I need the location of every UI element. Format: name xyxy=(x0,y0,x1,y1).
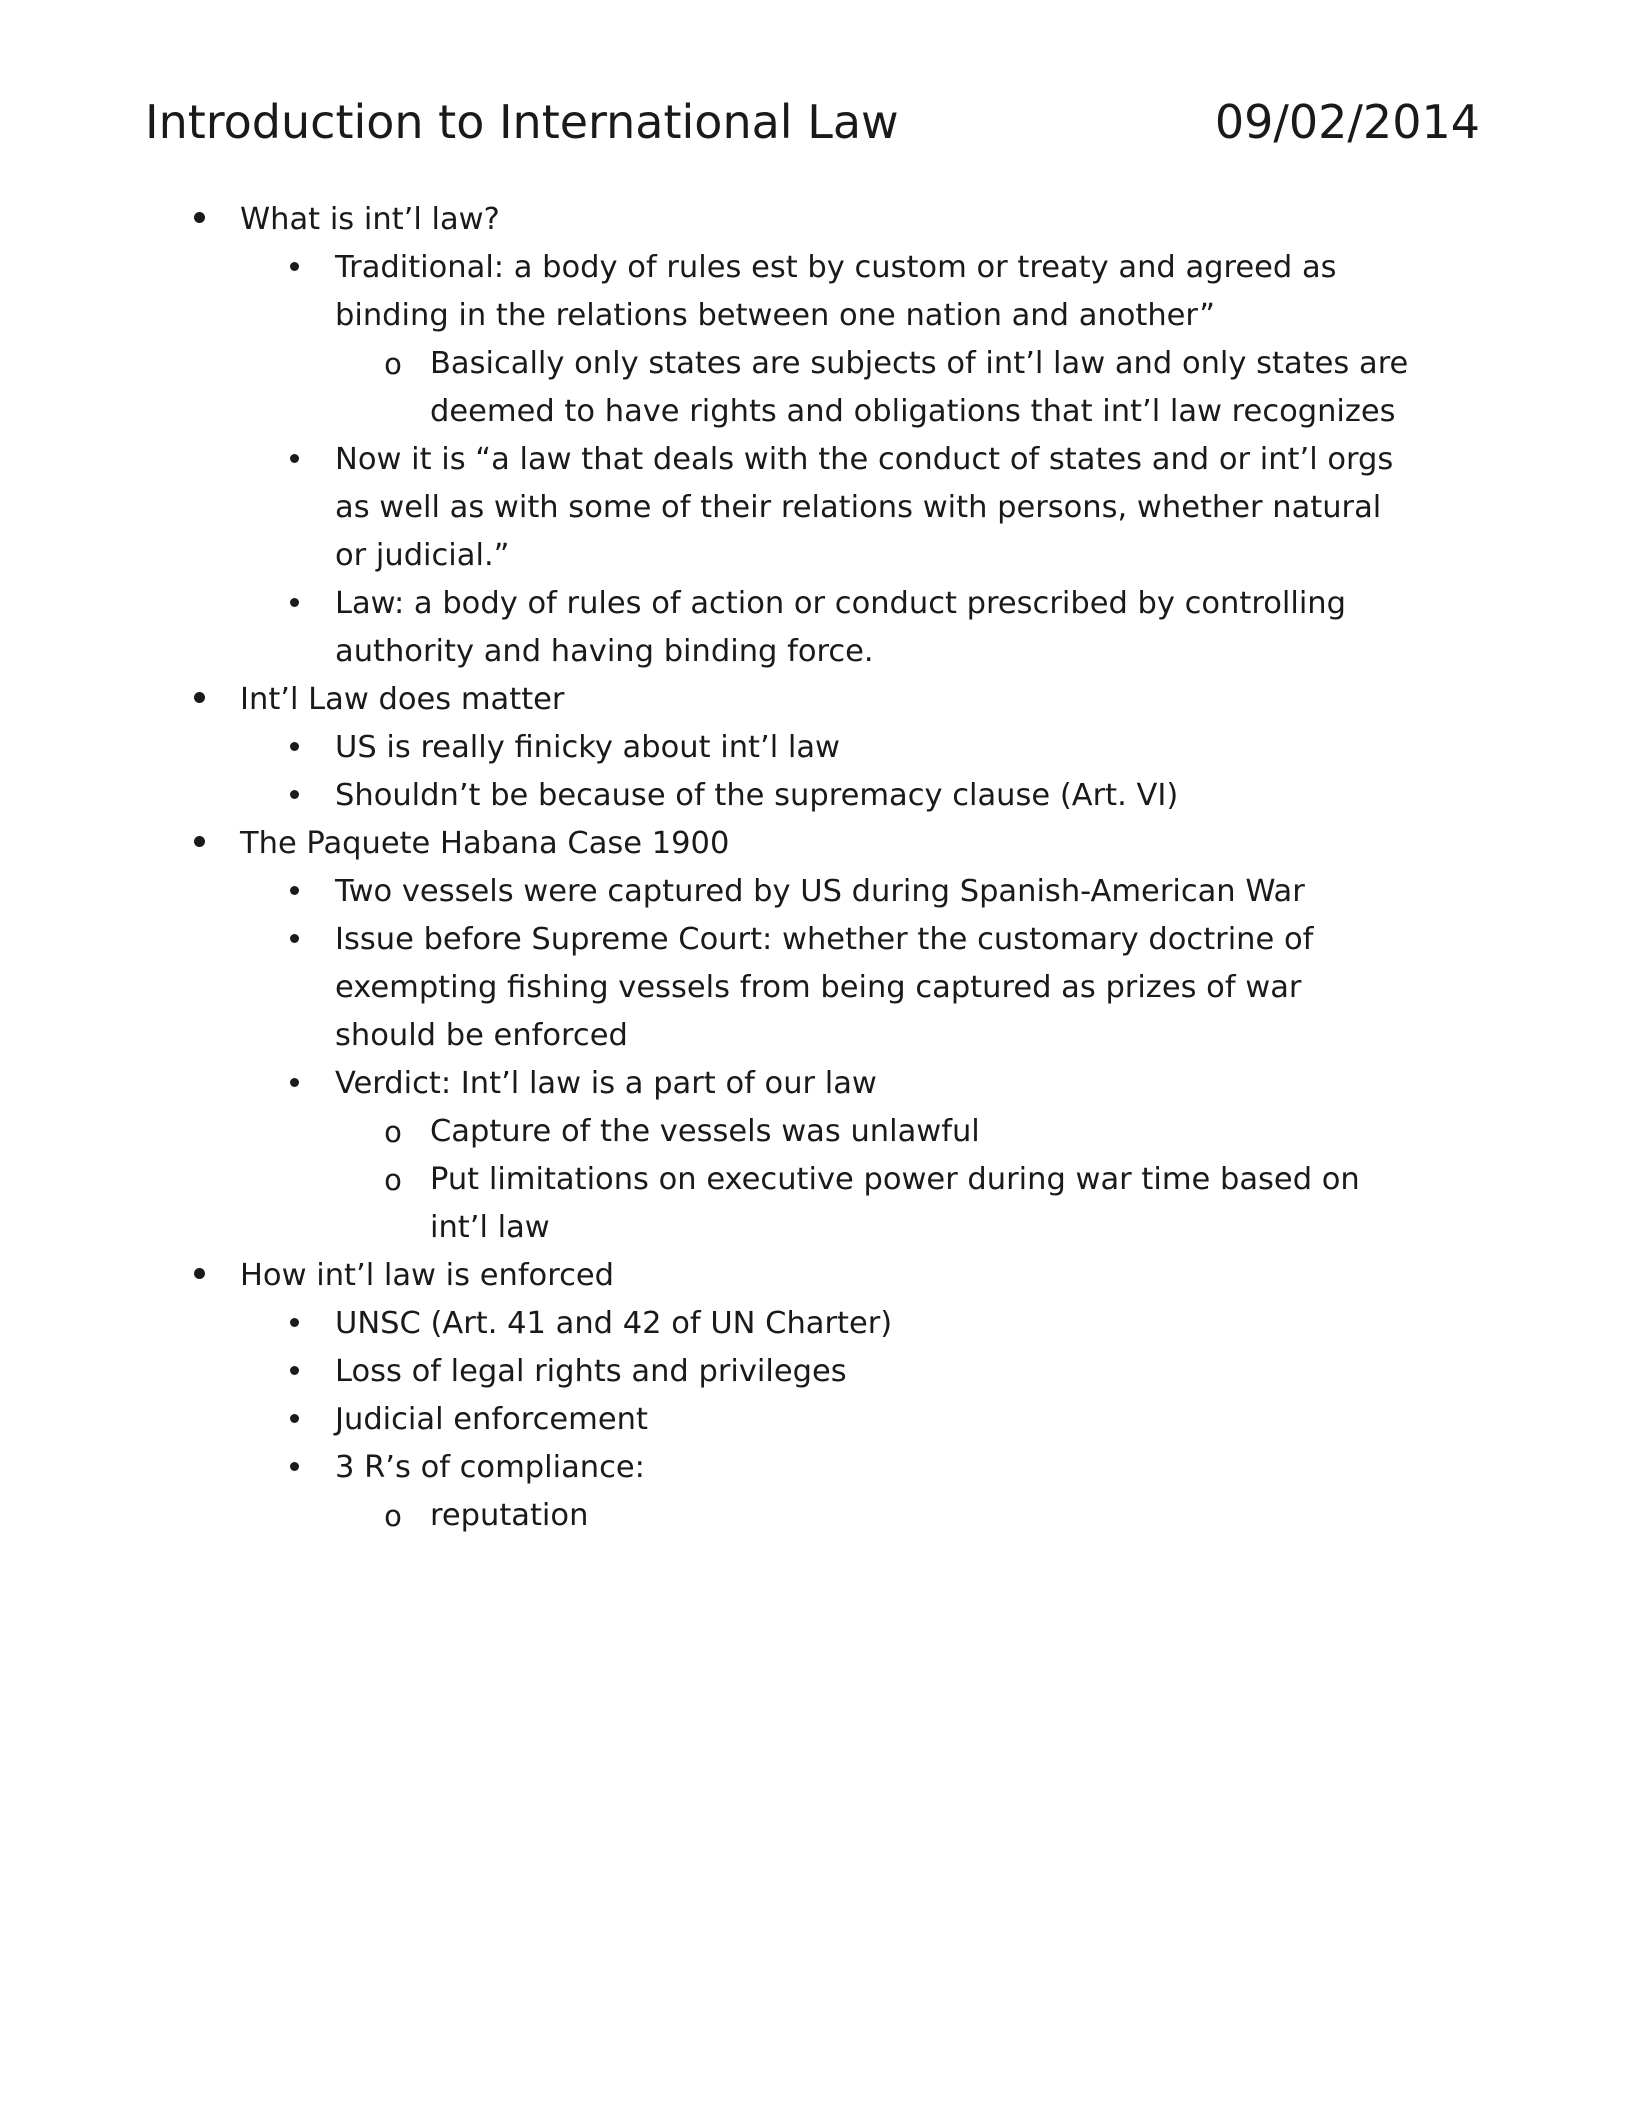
outline-item-level-2 xyxy=(0,868,1405,916)
sub-bullet-marker: o xyxy=(384,1163,402,1197)
bullet-dot-icon xyxy=(290,1318,299,1327)
outline-item-text: Shouldn’t be because of the supremacy clause (Art. VI) xyxy=(335,778,1179,813)
outline-item-text: 3 R’s of compliance: xyxy=(335,1450,645,1485)
outline-item-level-2 xyxy=(0,772,1405,820)
bullet-dot-icon xyxy=(194,836,205,847)
bullet-icon xyxy=(184,676,214,724)
notes-outline xyxy=(0,196,1640,1540)
bullet-icon xyxy=(184,1252,214,1300)
outline-item-level-2 xyxy=(0,1348,1405,1396)
outline-item-text: Judicial enforcement xyxy=(335,1402,648,1437)
bullet-dot-icon xyxy=(290,1414,299,1423)
outline-item-text: The Paquete Habana Case 1900 xyxy=(240,826,730,861)
outline-item-text: Int’l Law does matter xyxy=(240,682,565,717)
outline-item-text: Basically only states are subjects of int’l law and only states are deemed to have rights and obligations that int’l law recognizes xyxy=(430,346,1409,429)
outline-item-level-2 xyxy=(0,724,1405,772)
outline-item-level-3 xyxy=(0,1108,1410,1156)
outline-item-level-2 xyxy=(0,244,1405,340)
bullet-dot-icon xyxy=(194,1268,205,1279)
outline-item-level-3 xyxy=(0,1156,1410,1252)
outline-item-text: What is int’l law? xyxy=(240,202,500,237)
bullet-dot-icon xyxy=(290,886,299,895)
bullet-icon xyxy=(279,580,309,628)
bullet-dot-icon xyxy=(194,692,205,703)
bullet-icon xyxy=(279,1396,309,1444)
outline-item-text: Verdict: Int’l law is a part of our law xyxy=(335,1066,877,1101)
bullet-icon xyxy=(279,1444,309,1492)
outline-item-level-2 xyxy=(0,1396,1405,1444)
outline-item-text: Law: a body of rules of action or conduct prescribed by controlling authority and having binding force. xyxy=(335,586,1346,669)
bullet-icon xyxy=(279,244,309,292)
document-date: 09/02/2014 xyxy=(1214,95,1480,149)
outline-item-level-2 xyxy=(0,580,1405,676)
outline-item-level-1 xyxy=(0,820,1390,868)
outline-item-text: Put limitations on executive power during war time based on int’l law xyxy=(430,1162,1360,1245)
outline-item-level-2 xyxy=(0,1060,1405,1108)
bullet-dot-icon xyxy=(290,1078,299,1087)
bullet-icon xyxy=(279,436,309,484)
outline-item-text: Two vessels were captured by US during Spanish-American War xyxy=(335,874,1305,909)
outline-item-text: UNSC (Art. 41 and 42 of UN Charter) xyxy=(335,1306,893,1341)
outline-item-level-1 xyxy=(0,1252,1390,1300)
outline-item-text: Capture of the vessels was unlawful xyxy=(430,1114,980,1149)
bullet-dot-icon xyxy=(290,1462,299,1471)
outline-item-level-1 xyxy=(0,676,1390,724)
bullet-icon xyxy=(279,772,309,820)
outline-item-text: How int’l law is enforced xyxy=(240,1258,614,1293)
outline-item-text: reputation xyxy=(430,1498,589,1533)
bullet-icon xyxy=(279,1348,309,1396)
outline-item-level-1 xyxy=(0,196,1390,244)
outline-item-level-2 xyxy=(0,1300,1405,1348)
bullet-dot-icon xyxy=(194,212,205,223)
bullet-icon xyxy=(184,196,214,244)
sub-bullet-marker: o xyxy=(384,347,402,381)
bullet-dot-icon xyxy=(290,934,299,943)
sub-bullet-marker: o xyxy=(384,1115,402,1149)
bullet-dot-icon xyxy=(290,262,299,271)
outline-item-level-2 xyxy=(0,916,1405,1060)
document-header xyxy=(145,96,1480,156)
outline-item-level-2 xyxy=(0,436,1405,580)
bullet-dot-icon xyxy=(290,790,299,799)
bullet-icon xyxy=(279,1300,309,1348)
bullet-icon xyxy=(279,916,309,964)
bullet-dot-icon xyxy=(290,598,299,607)
outline-item-level-3 xyxy=(0,340,1410,436)
outline-item-level-2 xyxy=(0,1444,1405,1492)
outline-item-level-3 xyxy=(0,1492,1410,1540)
outline-item-text: Traditional: a body of rules est by custom or treaty and agreed as binding in the relations between one nation and another” xyxy=(335,250,1337,333)
bullet-icon xyxy=(279,1060,309,1108)
bullet-dot-icon xyxy=(290,454,299,463)
outline-item-text: Now it is “a law that deals with the conduct of states and or int’l orgs as well as with some of their relations with persons, whether natural or judicial.” xyxy=(335,442,1394,573)
bullet-icon xyxy=(279,724,309,772)
sub-bullet-marker: o xyxy=(384,1499,402,1533)
outline-item-text: Loss of legal rights and privileges xyxy=(335,1354,847,1389)
bullet-dot-icon xyxy=(290,742,299,751)
outline-item-text: Issue before Supreme Court: whether the customary doctrine of exempting fishing vessels from being captured as prizes of war should be enforced xyxy=(335,922,1314,1053)
document-title: Introduction to International Law xyxy=(145,95,899,149)
bullet-dot-icon xyxy=(290,1366,299,1375)
outline-item-text: US is really finicky about int’l law xyxy=(335,730,840,765)
bullet-icon xyxy=(279,868,309,916)
bullet-icon xyxy=(184,820,214,868)
